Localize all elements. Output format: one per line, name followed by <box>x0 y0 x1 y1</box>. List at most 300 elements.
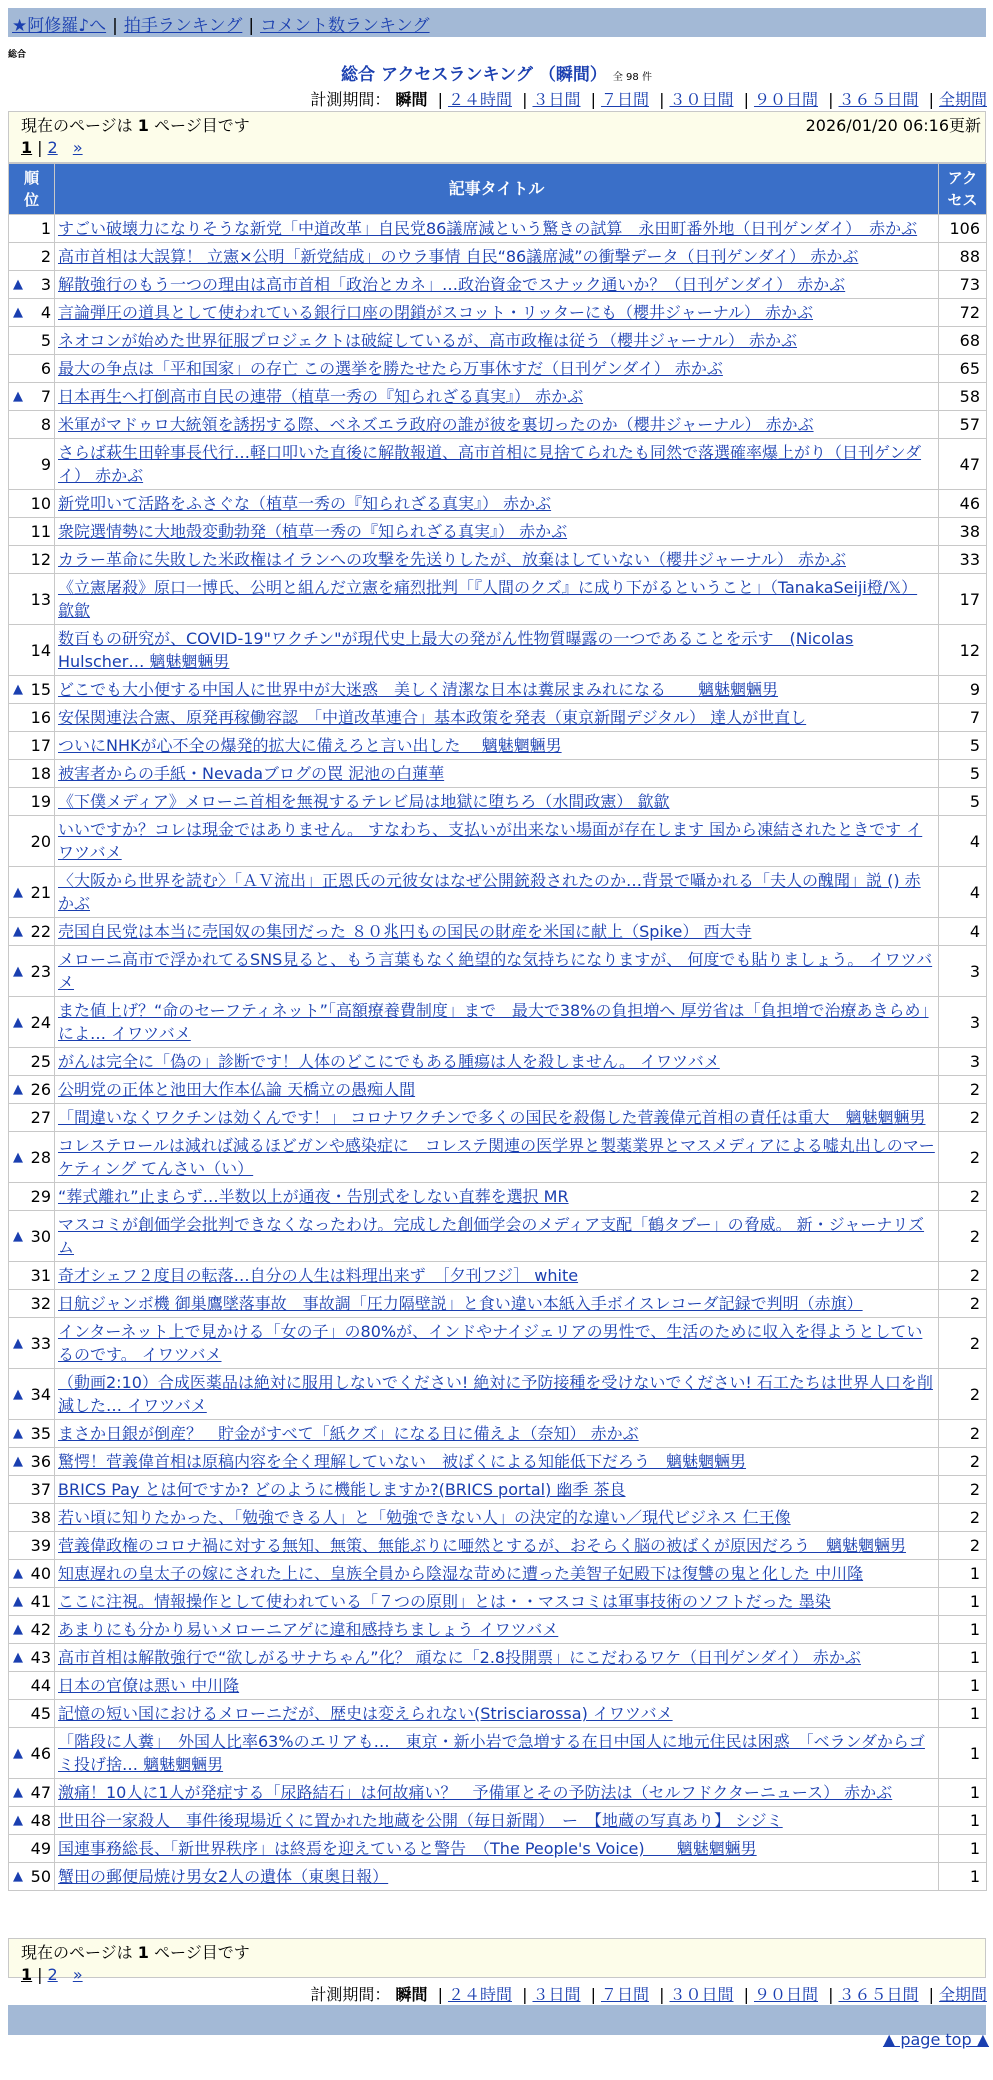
article-link[interactable]: あまりにも分かり易いメローニアゲに違和感持ちましょう イワツバメ <box>58 1620 559 1639</box>
rank-number: 15 <box>30 680 51 699</box>
rank-cell <box>9 1644 55 1672</box>
article-link[interactable]: 驚愕！菅義偉首相は原稿内容を全く理解していない 被ばくによる知能低下だろう 魑魅魍魎男 <box>58 1452 747 1471</box>
pager-next[interactable]: » <box>72 1965 83 1984</box>
rank-cell <box>9 1183 55 1211</box>
table-row <box>9 760 987 788</box>
article-link[interactable]: 米軍がマドゥロ大統領を誘拐する際、ベネズエラ政府の誰が彼を裏切ったのか（櫻井ジャーナル） 赤かぶ <box>58 415 814 434</box>
table-row <box>9 1700 987 1728</box>
title-cell <box>55 816 939 867</box>
rank-number: 47 <box>30 1783 51 1802</box>
title-cell <box>55 1835 939 1863</box>
access-count: 2 <box>939 1504 987 1532</box>
rank-cell <box>9 788 55 816</box>
table-row <box>9 732 987 760</box>
title-cell <box>55 1504 939 1532</box>
nav-divider: | <box>112 16 118 36</box>
title-cell <box>55 1076 939 1104</box>
rank-number: 25 <box>30 1052 51 1071</box>
rank-up-arrow-icon: ▲ <box>13 1149 23 1165</box>
article-link[interactable]: 最大の争点は「平和国家」の存亡 この選挙を勝たせたら万事休すだ（日刊ゲンダイ） 赤かぶ <box>58 359 723 378</box>
article-link[interactable]: ここに注視。情報操作として使われている「７つの原則」とは・・マスコミは軍事技術のソフトだった 墨染 <box>58 1592 831 1611</box>
rank-number: 50 <box>30 1867 51 1886</box>
updated-timestamp: 2026/01/20 06:16更新 <box>805 116 981 135</box>
article-link[interactable]: どこでも大小便する中国人に世界中が大迷惑 美しく清潔な日本は糞尿まみれになる 魑魅魍魎男 <box>58 680 779 699</box>
title-cell <box>55 490 939 518</box>
rank-cell <box>9 1560 55 1588</box>
article-link[interactable]: 知恵遅れの皇太子の嫁にされた上に、皇族全員から陰湿な苛めに遭った美智子妃殿下は復讐の鬼と化した 中川隆 <box>58 1564 864 1583</box>
article-link[interactable]: すごい破壊力になりそうな新党「中道改革」自民党86議席減という驚きの試算 永田町番外地（日刊ゲンダイ） 赤かぶ <box>58 219 918 238</box>
table-row <box>9 215 987 243</box>
nav-divider: | <box>248 16 255 36</box>
article-link[interactable]: 安保関連法合憲、原発再稼働容認 「中道改革連合」基本政策を発表（東京新聞デジタル） 達人が世直し <box>58 708 807 727</box>
rank-number: 26 <box>30 1080 51 1099</box>
title-cell <box>55 1290 939 1318</box>
rank-cell <box>9 1048 55 1076</box>
article-link[interactable]: カラー革命に失敗した米政権はイランへの攻撃を先送りしたが、放棄はしていない（櫻井ジャーナル） 赤かぶ <box>58 550 846 569</box>
title-cell <box>55 411 939 439</box>
access-count: 68 <box>939 327 987 355</box>
pager-current: 1 <box>21 1965 33 1984</box>
pager-bottom: 1 | 2 » <box>21 1965 83 1984</box>
rank-number: 43 <box>30 1648 51 1667</box>
rank-number: 16 <box>30 708 51 727</box>
title-cell <box>55 1532 939 1560</box>
table-row <box>9 243 987 271</box>
access-count: 9 <box>939 676 987 704</box>
access-count: 5 <box>939 732 987 760</box>
table-row <box>9 411 987 439</box>
table-row <box>9 1262 987 1290</box>
pager-next[interactable]: » <box>72 138 83 157</box>
rank-cell <box>9 1318 55 1369</box>
page-info-bottom <box>8 1938 986 1984</box>
rank-number: 41 <box>30 1592 51 1611</box>
rank-up-arrow-icon: ▲ <box>13 1014 23 1030</box>
footer-bar <box>8 2005 986 2035</box>
rank-number: 37 <box>30 1480 51 1499</box>
table-row <box>9 625 987 676</box>
table-row <box>9 1076 987 1104</box>
rank-number: 35 <box>30 1424 51 1443</box>
title-cell <box>55 355 939 383</box>
rank-number: 49 <box>30 1839 51 1858</box>
table-row <box>9 704 987 732</box>
title-cell <box>55 271 939 299</box>
table-row <box>9 574 987 625</box>
rank-number: 31 <box>30 1266 51 1285</box>
rank-cell <box>9 918 55 946</box>
rank-up-arrow-icon: ▲ <box>13 389 23 404</box>
title-cell <box>55 1779 939 1807</box>
home-link[interactable]: ★阿修羅♪へ <box>12 16 107 36</box>
title-cell <box>55 243 939 271</box>
rank-cell <box>9 383 55 411</box>
rank-cell <box>9 1616 55 1644</box>
access-count: 73 <box>939 271 987 299</box>
access-count: 2 <box>939 1318 987 1369</box>
article-link[interactable]: 公明党の正体と池田大作本仏論 天橋立の愚痴人間 <box>58 1080 416 1099</box>
article-link[interactable]: メローニ高市で浮かれてるSNS見ると、もう言葉もなく絶望的な気持ちになりますが、 何度でも貼りましょう。 イワツバメ <box>58 950 933 992</box>
rank-cell <box>9 243 55 271</box>
rank-up-arrow-icon: ▲ <box>13 682 23 697</box>
article-link[interactable]: 日航ジャンボ機 御巣鷹墜落事故 事故調「圧力隔壁説」と食い違い本紙入手ボイスレコーダ記録で判明（赤旗） <box>58 1294 863 1313</box>
access-count: 2 <box>939 1132 987 1183</box>
access-count: 46 <box>939 490 987 518</box>
title-cell <box>55 732 939 760</box>
period-link-7d[interactable]: ７日間 <box>600 1985 649 2004</box>
table-row <box>9 918 987 946</box>
article-link[interactable]: 激痛！10人に1人が発症する「尿路結石」は何故痛い？ 予備軍とその予防法は（セルフドクターニュース） 赤かぶ <box>58 1783 893 1802</box>
table-row <box>9 1779 987 1807</box>
table-row <box>9 1104 987 1132</box>
table-row <box>9 355 987 383</box>
rank-number: 30 <box>30 1226 51 1246</box>
period-link-30d[interactable]: ３０日間 <box>669 90 734 109</box>
access-count: 47 <box>939 439 987 490</box>
title-cell <box>55 1560 939 1588</box>
article-link[interactable]: また値上げ？“命のセーフティネット”「高額療養費制度」まで 最大で38%の負担増へ 厚労省は「負担増で治療あきらめ」によ… イワツバメ <box>58 1001 929 1043</box>
title-cell <box>55 383 939 411</box>
access-count: 5 <box>939 788 987 816</box>
rank-up-arrow-icon: ▲ <box>13 924 23 939</box>
article-link[interactable]: “葬式離れ”止まらず…半数以上が通夜・告別式をしない直葬を選択 MR <box>58 1187 569 1206</box>
period-link-90d[interactable]: ９０日間 <box>753 1985 818 2004</box>
article-link[interactable]: 言論弾圧の道具として使われている銀行口座の閉鎖がスコット・リッターにも（櫻井ジャーナル） 赤かぶ <box>58 303 814 322</box>
article-link[interactable]: 新党叩いて活路をふさぐな（植草一秀の『知られざる真実』） 赤かぶ <box>58 494 552 513</box>
article-link[interactable]: まさか日銀が倒産？ 貯金がすべて「紙クズ」になる日に備えよ（奈知） 赤かぶ <box>58 1424 639 1443</box>
period-link-all[interactable]: 全期間 <box>938 90 987 109</box>
total-count: 全 98 件 <box>612 72 652 83</box>
article-link[interactable]: 奇才シェフ２度目の転落…自分の人生は料理出来ず ［夕刊フジ］ white <box>58 1266 579 1285</box>
rank-number: 17 <box>30 736 51 755</box>
rank-number: 39 <box>30 1536 51 1555</box>
access-count: 2 <box>939 1476 987 1504</box>
article-link[interactable]: さらば萩生田幹事長代行…軽口叩いた直後に解散報道、高市首相に見捨てられたも同然で落選確率爆上がり（日刊ゲンダイ） 赤かぶ <box>58 443 922 485</box>
article-link[interactable]: BRICS Pay とは何ですか? どのように機能しますか?(BRICS portal) 幽季 茶良 <box>58 1480 626 1499</box>
access-count: 2 <box>939 1532 987 1560</box>
article-link[interactable]: 蟹田の郵便局焼け男女2人の遺体（東奥日報） <box>58 1867 389 1886</box>
access-count: 3 <box>939 946 987 997</box>
rank-cell <box>9 760 55 788</box>
title-cell <box>55 867 939 918</box>
access-count: 1 <box>939 1779 987 1807</box>
rank-up-arrow-icon: ▲ <box>13 1650 23 1665</box>
rank-number: 10 <box>30 494 51 513</box>
rank-number: 40 <box>30 1564 51 1583</box>
period-link-24h[interactable]: ２４時間 <box>447 1985 512 2004</box>
rank-up-arrow-icon: ▲ <box>13 1426 23 1441</box>
table-row <box>9 788 987 816</box>
article-link[interactable]: 数百もの研究が、COVID-19"ワクチン"が現代史上最大の発がん性物質曝露の一つであることを示す (Nicolas Hulscher… 魑魅魍魎男 <box>58 629 854 671</box>
table-row <box>9 1132 987 1183</box>
table-row <box>9 1369 987 1420</box>
rank-cell <box>9 215 55 243</box>
table-row <box>9 439 987 490</box>
period-link-3d[interactable]: ３日間 <box>532 90 581 109</box>
rank-number: 29 <box>30 1187 51 1206</box>
table-row <box>9 1835 987 1863</box>
rank-cell <box>9 1504 55 1532</box>
rank-number: 18 <box>30 764 51 783</box>
clap-ranking-link[interactable]: 拍手ランキング <box>123 16 243 36</box>
article-link[interactable]: 日本の官僚は悪い 中川隆 <box>58 1676 240 1695</box>
access-count: 2 <box>939 1369 987 1420</box>
rank-cell <box>9 946 55 997</box>
rank-number: 8 <box>40 415 51 434</box>
title-cell <box>55 546 939 574</box>
table-row <box>9 299 987 327</box>
rank-number: 6 <box>40 359 51 378</box>
rank-cell <box>9 1779 55 1807</box>
title-cell <box>55 760 939 788</box>
rank-cell <box>9 1448 55 1476</box>
rank-number: 34 <box>30 1384 51 1404</box>
rank-cell <box>9 1211 55 1262</box>
period-link-3d[interactable]: ３日間 <box>532 1985 581 2004</box>
access-count: 4 <box>939 918 987 946</box>
period-current: 瞬間 <box>395 90 428 109</box>
title-cell <box>55 1104 939 1132</box>
title-cell <box>55 997 939 1048</box>
rank-cell <box>9 1290 55 1318</box>
rank-number: 1 <box>40 219 51 238</box>
article-link[interactable]: 世田谷一家殺人 事件後現場近くに置かれた地蔵を公開（毎日新聞） ー 【地蔵の写真あり】 シジミ <box>58 1811 783 1830</box>
title-cell <box>55 1048 939 1076</box>
rank-cell <box>9 1863 55 1891</box>
article-link[interactable]: 被害者からの手紙・Nevadaブログの罠 泥池の白蓮華 <box>58 764 445 783</box>
period-link-30d[interactable]: ３０日間 <box>669 1985 734 2004</box>
pager-page-2[interactable]: 2 <box>47 138 58 157</box>
period-link-7d[interactable]: ７日間 <box>600 90 649 109</box>
article-link[interactable]: いいですか？コレは現金ではありません。 すなわち、支払いが出来ない場面が存在します 国から凍結されたときです イワツバメ <box>58 820 923 862</box>
page-heading <box>0 60 993 85</box>
title-cell <box>55 1616 939 1644</box>
access-count: 38 <box>939 518 987 546</box>
article-link[interactable]: 高市首相は大誤算！ 立憲×公明「新党結成」のウラ事情 自民“86議席減”の衝撃データ（日刊ゲンダイ） 赤かぶ <box>58 247 859 266</box>
article-link[interactable]: 解散強行のもう一つの理由は高市首相「政治とカネ」…政治資金でスナック通いか？（日刊ゲンダイ） 赤かぶ <box>58 275 846 294</box>
article-link[interactable]: ついにNHKが心不全の爆発的拡大に備えろと言い出した 魑魅魍魎男 <box>58 736 562 755</box>
access-count: 1 <box>939 1807 987 1835</box>
rank-up-arrow-icon: ▲ <box>13 1785 23 1800</box>
period-link-365d[interactable]: ３６５日間 <box>838 1985 919 2004</box>
rank-up-arrow-icon: ▲ <box>13 1454 23 1469</box>
table-row <box>9 1560 987 1588</box>
article-link[interactable]: コレステロールは減れば減るほどガンや感染症に コレステ関連の医学界と製薬業界とマスメディアによる嘘丸出しのマーケティング てんさい（い） <box>58 1136 935 1178</box>
title-cell <box>55 518 939 546</box>
page-info-top <box>8 111 986 163</box>
article-link[interactable]: 日本再生へ打倒高市自民の連帯（植草一秀の『知られざる真実』） 赤かぶ <box>58 387 584 406</box>
table-row <box>9 1183 987 1211</box>
rank-number: 3 <box>40 275 51 294</box>
table-row <box>9 1807 987 1835</box>
top-nav-bar <box>8 8 986 37</box>
period-label: 計測期間： <box>310 90 391 109</box>
table-row <box>9 1420 987 1448</box>
rank-cell <box>9 1420 55 1448</box>
article-link[interactable]: がんは完全に「偽の」診断です！人体のどこにでもある腫瘍は人を殺しません。 イワツバメ <box>58 1052 720 1071</box>
article-link[interactable]: 記憶の短い国におけるメローニだが、歴史は変えられない(Strisciarossa) イワツバメ <box>58 1704 673 1723</box>
title-cell <box>55 788 939 816</box>
title-cell <box>55 1211 939 1262</box>
pager-page-2[interactable]: 2 <box>47 1965 58 1984</box>
title-cell <box>55 676 939 704</box>
article-link[interactable]: 菅義偉政権のコロナ禍に対する無知、無策、無能ぶりに唖然とするが、おそらく脳の被ばくが原因だろう 魑魅魍魎男 <box>58 1536 907 1555</box>
table-row <box>9 1048 987 1076</box>
rank-number: 23 <box>30 961 51 981</box>
period-link-all[interactable]: 全期間 <box>938 1985 987 2004</box>
rank-up-arrow-icon: ▲ <box>13 1745 23 1761</box>
access-count: 2 <box>939 1262 987 1290</box>
table-row <box>9 1644 987 1672</box>
rank-cell <box>9 1076 55 1104</box>
title-cell <box>55 918 939 946</box>
rank-header: 順位 <box>9 164 55 215</box>
rank-cell <box>9 271 55 299</box>
rank-number: 5 <box>40 331 51 350</box>
access-count: 58 <box>939 383 987 411</box>
period-link-24h[interactable]: ２４時間 <box>447 90 512 109</box>
table-row <box>9 946 987 997</box>
rank-cell <box>9 676 55 704</box>
rank-cell <box>9 411 55 439</box>
article-link[interactable]: 「階段に人糞」 外国人比率63%のエリアも… 東京・新小岩で急増する在日中国人に地元住民は困惑 「ベランダからゴミ投げ捨… 魑魅魍魎男 <box>58 1732 925 1774</box>
table-row <box>9 816 987 867</box>
article-link[interactable]: 若い頃に知りたかった、「勉強できる人」と「勉強できない人」の決定的な違い／現代ビジネス 仁王像 <box>58 1508 791 1527</box>
page-top-link[interactable]: ▲ page top ▲ <box>882 2030 989 2049</box>
current-page-text: 現在のページは 1 ページ目です <box>21 116 250 135</box>
comment-ranking-link[interactable]: コメント数ランキング <box>260 16 430 36</box>
table-row <box>9 997 987 1048</box>
access-count: 17 <box>939 574 987 625</box>
ranking-table-body <box>9 215 987 1891</box>
rank-cell <box>9 1476 55 1504</box>
access-count: 2 <box>939 1420 987 1448</box>
rank-up-arrow-icon: ▲ <box>13 1869 23 1884</box>
rank-cell <box>9 867 55 918</box>
rank-cell <box>9 704 55 732</box>
access-count: 72 <box>939 299 987 327</box>
access-count: 5 <box>939 760 987 788</box>
rank-cell <box>9 1700 55 1728</box>
rank-cell <box>9 546 55 574</box>
rank-number: 21 <box>30 882 51 902</box>
article-link[interactable]: 売国自民党は本当に売国奴の集団だった ８０兆円もの国民の財産を米国に献上（Spike） 西大寺 <box>58 922 752 941</box>
current-page-number: 1 <box>137 116 149 135</box>
rank-up-arrow-icon: ▲ <box>13 1386 23 1402</box>
access-count: 57 <box>939 411 987 439</box>
access-count: 2 <box>939 1290 987 1318</box>
article-link[interactable]: 国連事務総長、「新世界秩序」は終焉を迎えていると警告 （The People's Voice) 魑魅魍魎男 <box>58 1839 757 1858</box>
period-link-90d[interactable]: ９０日間 <box>753 90 818 109</box>
access-count: 1 <box>939 1560 987 1588</box>
rank-number: 11 <box>30 522 51 541</box>
table-row <box>9 867 987 918</box>
title-cell <box>55 1728 939 1779</box>
access-count: 7 <box>939 704 987 732</box>
rank-number: 14 <box>30 640 51 660</box>
access-count: 2 <box>939 1104 987 1132</box>
rank-cell <box>9 518 55 546</box>
rank-number: 19 <box>30 792 51 811</box>
rank-cell <box>9 1132 55 1183</box>
table-row <box>9 1616 987 1644</box>
rank-cell <box>9 625 55 676</box>
rank-cell <box>9 327 55 355</box>
title-cell <box>55 1262 939 1290</box>
rank-number: 9 <box>40 454 51 474</box>
rank-number: 28 <box>30 1147 51 1167</box>
article-link[interactable]: （動画2:10）合成医薬品は絶対に服用しないでください! 絶対に予防接種を受けないでください! 石工たちは世界人口を削減した… イワツバメ <box>58 1373 933 1415</box>
article-link[interactable]: インターネット上で見かける「女の子」の80%が、インドやナイジェリアの男性で、生活のために収入を得ようとしているのです。 イワツバメ <box>58 1322 923 1364</box>
access-count: 1 <box>939 1700 987 1728</box>
access-count: 1 <box>939 1728 987 1779</box>
rank-cell <box>9 1672 55 1700</box>
title-cell <box>55 1700 939 1728</box>
rank-up-arrow-icon: ▲ <box>13 1622 23 1637</box>
rank-up-arrow-icon: ▲ <box>13 1082 23 1097</box>
rank-number: 45 <box>30 1704 51 1723</box>
title-cell <box>55 1644 939 1672</box>
access-count: 3 <box>939 997 987 1048</box>
access-count: 88 <box>939 243 987 271</box>
rank-cell <box>9 1369 55 1420</box>
article-link[interactable]: 衆院選情勢に大地殻変動勃発（植草一秀の『知られざる真実』） 赤かぶ <box>58 522 568 541</box>
title-cell <box>55 1807 939 1835</box>
access-count: 65 <box>939 355 987 383</box>
table-row <box>9 1290 987 1318</box>
table-row <box>9 383 987 411</box>
rank-cell <box>9 1835 55 1863</box>
title-cell <box>55 1476 939 1504</box>
article-link[interactable]: 高市首相は解散強行で“欲しがるサナちゃん”化？ 頑なに「2.8投開票」にこだわるワケ（日刊ゲンダイ） 赤かぶ <box>58 1648 861 1667</box>
rank-number: 38 <box>30 1508 51 1527</box>
article-link[interactable]: マスコミが創価学会批判できなくなったわけ。完成した創価学会のメディア支配「鶴タブー」の脅威。 新・ジャーナリズム <box>58 1215 925 1257</box>
title-cell <box>55 439 939 490</box>
rank-cell <box>9 1262 55 1290</box>
rank-number: 4 <box>40 303 51 322</box>
access-count: 2 <box>939 1076 987 1104</box>
article-link[interactable]: 《立憲屠殺》原口一博氏、公明と組んだ立憲を痛烈批判「『人間のクズ』に成り下がるということ」（TanakaSeiji橙/𝕏） 歙歙 <box>58 578 918 620</box>
rank-cell <box>9 732 55 760</box>
rank-number: 13 <box>30 589 51 609</box>
rank-up-arrow-icon: ▲ <box>13 1594 23 1609</box>
rank-cell <box>9 574 55 625</box>
rank-up-arrow-icon: ▲ <box>13 1335 23 1351</box>
article-link[interactable]: ネオコンが始めた世界征服プロジェクトは破綻しているが、高市政権は従う（櫻井ジャーナル） 赤かぶ <box>58 331 798 350</box>
article-link[interactable]: 〈大阪から世界を読む〉「ＡＶ流出」正恩氏の元彼女はなぜ公開銃殺されたのか…背景で囁かれる「夫人の醜聞」説 () 赤かぶ <box>58 871 921 913</box>
title-header: 記事タイトル <box>55 164 939 215</box>
title-cell <box>55 1369 939 1420</box>
rank-cell <box>9 997 55 1048</box>
access-count: 1 <box>939 1863 987 1891</box>
rank-cell <box>9 1728 55 1779</box>
title-cell <box>55 1672 939 1700</box>
current-page-text: 現在のページは 1 ページ目です <box>21 1943 250 1962</box>
rank-number: 27 <box>30 1108 51 1127</box>
rank-cell <box>9 439 55 490</box>
period-link-365d[interactable]: ３６５日間 <box>838 90 919 109</box>
pager-top: 1 | 2 » <box>21 138 83 157</box>
rank-cell <box>9 355 55 383</box>
article-link[interactable]: 「間違いなくワクチンは効くんです！」 コロナワクチンで多くの国民を殺傷した菅義偉元首相の責任は重大 魑魅魍魎男 <box>58 1108 926 1127</box>
table-row <box>9 271 987 299</box>
access-count: 2 <box>939 1211 987 1262</box>
title-cell <box>55 946 939 997</box>
article-link[interactable]: 《下僕メディア》メローニ首相を無視するテレビ局は地獄に堕ちろ（水間政憲） 歙歙 <box>58 792 670 811</box>
rank-number: 44 <box>30 1676 51 1695</box>
rank-up-arrow-icon: ▲ <box>13 1566 23 1581</box>
title-cell <box>55 1448 939 1476</box>
